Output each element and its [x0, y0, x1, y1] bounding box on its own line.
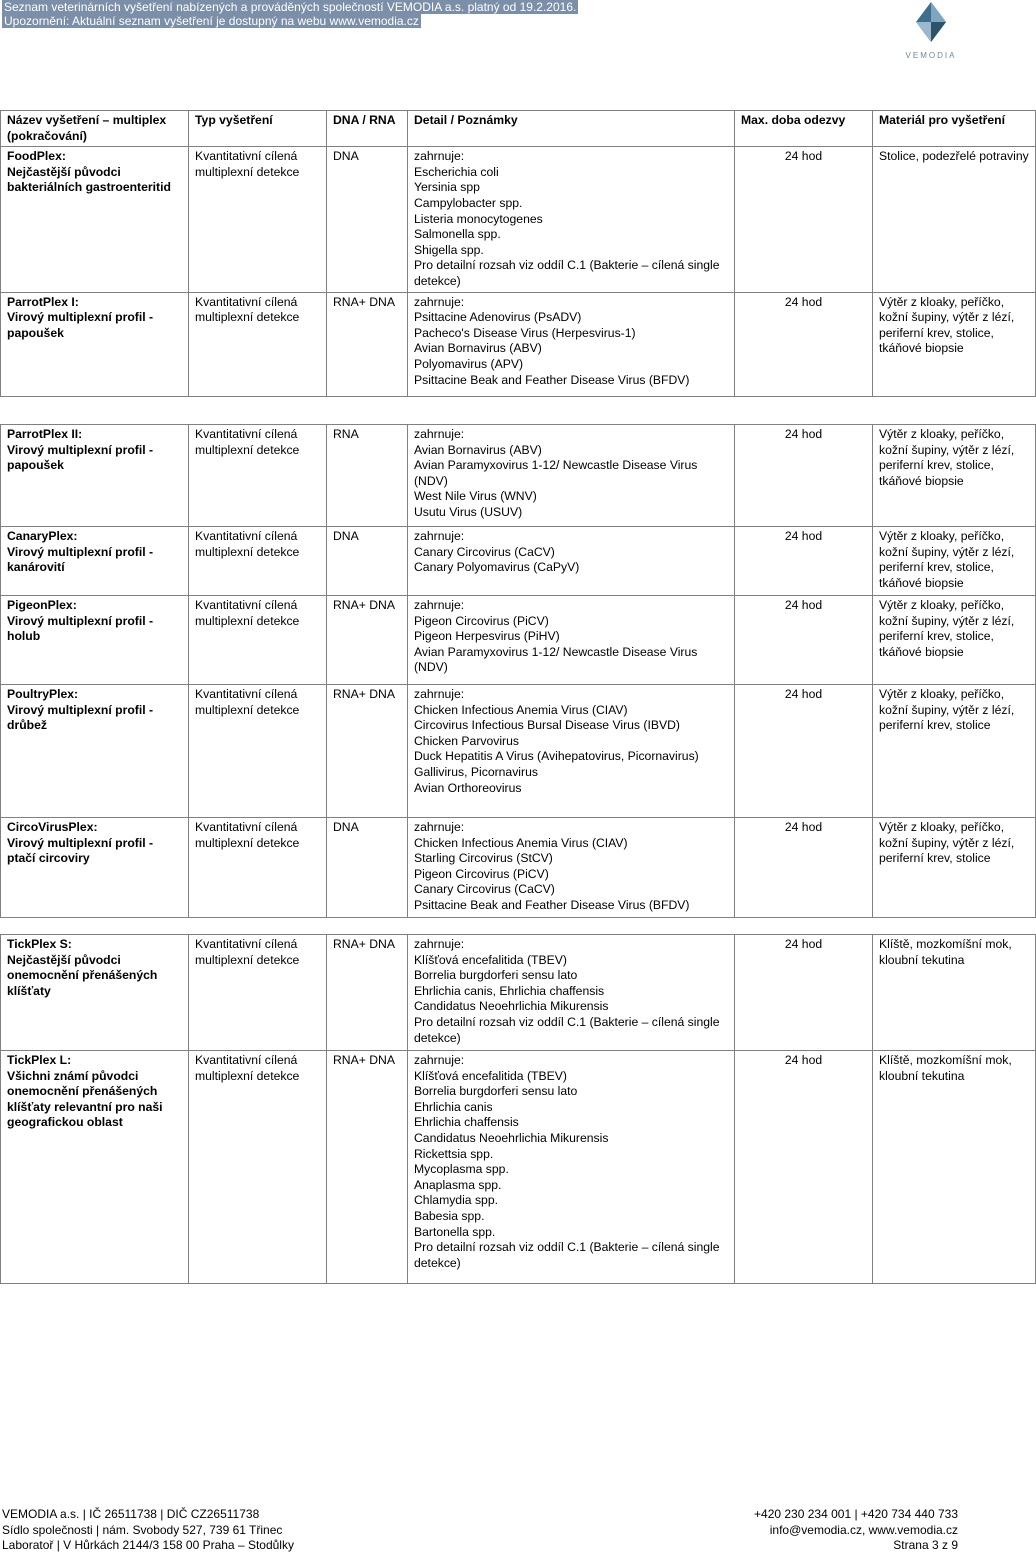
footer-page-number: Strana 3 z 9	[893, 1538, 958, 1553]
exam-code: CanaryPlex:	[7, 529, 78, 543]
exam-table-1	[0, 110, 1036, 397]
dna-rna-cell: DNA	[327, 818, 408, 918]
exam-description: Všichni známí původci onemocnění přenášených klíšťaty relevantní pro naši geografickou oblast	[7, 1068, 163, 1130]
exam-type-cell: Kvantitativní cílená multiplexní detekce	[189, 527, 327, 596]
exam-table-2	[0, 424, 1036, 918]
detail-item: Avian Paramyxovirus 1-12/ Newcastle Disease Virus (NDV)	[414, 458, 698, 488]
exam-type-cell: Kvantitativní cílená multiplexní detekce	[189, 685, 327, 818]
detail-item: Chicken Infectious Anemia Virus (CIAV)	[414, 702, 628, 717]
detail-item: zahrnuje:	[414, 529, 465, 543]
detail-item: Pigeon Circovirus (PiCV)	[414, 613, 549, 628]
detail-cell	[408, 1051, 735, 1284]
detail-item: zahrnuje:	[414, 820, 465, 834]
detail-item: Pigeon Circovirus (PiCV)	[414, 866, 549, 881]
material-cell: Výtěr z kloaky, peříčko, kožní šupiny, výtěr z lézí, periferní krev, stolice, tkáňové biopsie	[873, 527, 1036, 596]
detail-item: Starling Circovirus (StCV)	[414, 851, 553, 866]
material-cell: Výtěr z kloaky, peříčko, kožní šupiny, výtěr z lézí, periferní krev, stolice, tkáňové biopsie	[873, 292, 1036, 396]
response-time-cell: 24 hod	[735, 425, 873, 527]
detail-item: zahrnuje:	[414, 149, 465, 164]
detail-item: Chicken Infectious Anemia Virus (CIAV)	[414, 835, 628, 850]
detail-cell	[408, 818, 735, 918]
detail-item: Pro detailní rozsah viz oddíl C.1 (Bakterie – cílená single detekce)	[414, 1014, 720, 1045]
col-material-header: Materiál pro vyšetření	[873, 111, 1036, 147]
col-type-header: Typ vyšetření	[189, 111, 327, 147]
exam-name-cell	[1, 292, 189, 396]
detail-item: zahrnuje:	[414, 294, 465, 309]
material-cell: Výtěr z kloaky, peříčko, kožní šupiny, výtěr z lézí, periferní krev, stolice, tkáňové biopsie	[873, 596, 1036, 685]
detail-cell	[408, 527, 735, 596]
dna-rna-cell: RNA+ DNA	[327, 1051, 408, 1284]
detail-item: Anaplasma spp.	[414, 1177, 502, 1192]
dna-rna-cell: DNA	[327, 527, 408, 596]
response-time-cell: 24 hod	[735, 596, 873, 685]
detail-item: Campylobacter spp.	[414, 195, 523, 210]
exam-type-cell: Kvantitativní cílená multiplexní detekce	[189, 1051, 327, 1284]
response-time-cell: 24 hod	[735, 292, 873, 396]
exam-description: Virový multiplexní profil - papoušek	[7, 442, 154, 473]
detail-item: Avian Orthoreovirus	[414, 780, 522, 795]
detail-cell	[408, 425, 735, 527]
exam-name-cell	[1, 1051, 189, 1284]
detail-item: West Nile Virus (WNV)	[414, 489, 537, 504]
dna-rna-cell: RNA+ DNA	[327, 292, 408, 396]
exam-description: Virový multiplexní profil - holub	[7, 613, 154, 644]
detail-item: Candidatus Neoehrlichia Mikurensis	[414, 999, 609, 1014]
detail-item: Listeria monocytogenes	[414, 211, 543, 226]
detail-item: Pigeon Herpesvirus (PiHV)	[414, 629, 560, 644]
footer-address: Sídlo společnosti | nám. Svobody 527, 739 61 Třinec	[2, 1522, 283, 1537]
exam-type-cell: Kvantitativní cílená multiplexní detekce	[189, 596, 327, 685]
detail-cell	[408, 147, 735, 292]
table-row	[1, 147, 1036, 292]
response-time-cell: 24 hod	[735, 147, 873, 292]
detail-item: Shigella spp.	[414, 242, 484, 257]
table-row	[1, 292, 1036, 396]
table-header-row	[1, 111, 1036, 147]
detail-item: Avian Bornavirus (ABV)	[414, 341, 542, 356]
detail-item: Psittacine Adenovirus (PsADV)	[414, 310, 582, 325]
detail-item: Canary Circovirus (CaCV)	[414, 882, 555, 897]
table-row	[1, 935, 1036, 1051]
exam-code: PigeonPlex:	[7, 598, 77, 612]
exam-description: Virový multiplexní profil - drůbež	[7, 702, 154, 733]
detail-item: zahrnuje:	[414, 687, 465, 701]
footer-right	[754, 1507, 958, 1554]
exam-description: Virový multiplexní profil - kanárovití	[7, 544, 154, 575]
detail-item: Circovirus Infectious Bursal Disease Virus (IBVD)	[414, 718, 680, 733]
material-cell: Klíště, mozkomíšní mok, kloubní tekutina	[873, 935, 1036, 1051]
detail-item: Gallivirus, Picornavirus	[414, 764, 538, 779]
footer-phone: +420 230 234 001 | +420 734 440 733	[754, 1507, 958, 1521]
table-row	[1, 425, 1036, 527]
detail-item: Escherichia coli	[414, 164, 499, 179]
exam-table-3	[0, 934, 1036, 1284]
detail-item: Pro detailní rozsah viz oddíl C.1 (Bakterie – cílená single detekce)	[414, 1240, 720, 1270]
detail-item: Klíšťová encefalitida (TBEV)	[414, 1068, 567, 1083]
response-time-cell: 24 hod	[735, 685, 873, 818]
exam-code: CircoVirusPlex:	[7, 820, 98, 834]
detail-item: Usutu Virus (USUV)	[414, 504, 523, 519]
exam-code: TickPlex L:	[7, 1053, 72, 1067]
detail-cell	[408, 596, 735, 685]
header-notice-line2: Upozornění: Aktuální seznam vyšetření je dostupný na webu www.vemodia.cz	[4, 14, 419, 28]
response-time-cell: 24 hod	[735, 527, 873, 596]
exam-code: ParrotPlex I:	[7, 294, 79, 309]
detail-item: Rickettsia spp.	[414, 1146, 494, 1161]
footer-lab: Laboratoř | V Hůrkách 2144/3 158 00 Praha – Stodůlky	[2, 1538, 294, 1553]
table-row	[1, 1051, 1036, 1284]
detail-item: Bartonella spp.	[414, 1224, 496, 1239]
detail-item: Yersinia spp	[414, 180, 480, 195]
detail-item: Mycoplasma spp.	[414, 1162, 509, 1177]
exam-name-cell	[1, 527, 189, 596]
exam-description: Nejčastější původci onemocnění přenášených klíšťaty	[7, 952, 158, 998]
detail-item: Borrelia burgdorferi sensu lato	[414, 968, 578, 983]
exam-name-cell	[1, 818, 189, 918]
detail-item: Ehrlichia chaffensis	[414, 1115, 519, 1130]
footer-contact: info@vemodia.cz, www.vemodia.cz	[769, 1522, 958, 1537]
detail-item: Pacheco's Disease Virus (Herpesvirus-1)	[414, 325, 636, 340]
exam-name-cell	[1, 596, 189, 685]
col-detail-header: Detail / Poznámky	[408, 111, 735, 147]
exam-type-cell: Kvantitativní cílená multiplexní detekce	[189, 935, 327, 1051]
col-time-header: Max. doba odezvy	[735, 111, 873, 147]
detail-item: zahrnuje:	[414, 427, 465, 441]
detail-item: Canary Circovirus (CaCV)	[414, 544, 555, 559]
detail-item: zahrnuje:	[414, 598, 465, 612]
detail-item: Psittacine Beak and Feather Disease Virus (BFDV)	[414, 372, 690, 387]
material-cell: Stolice, podezřelé potraviny	[873, 147, 1036, 292]
exam-type-cell: Kvantitativní cílená multiplexní detekce	[189, 818, 327, 918]
response-time-cell: 24 hod	[735, 1051, 873, 1284]
table-row	[1, 527, 1036, 596]
exam-name-cell	[1, 935, 189, 1051]
detail-item: Avian Bornavirus (ABV)	[414, 442, 542, 457]
exam-description: Nejčastější původci bakteriálních gastroenteritid	[7, 164, 171, 195]
table-row	[1, 596, 1036, 685]
dna-rna-cell: RNA+ DNA	[327, 935, 408, 1051]
detail-item: Psittacine Beak and Feather Disease Virus (BFDV)	[414, 897, 690, 912]
response-time-cell: 24 hod	[735, 935, 873, 1051]
table-row	[1, 818, 1036, 918]
detail-cell	[408, 292, 735, 396]
detail-item: Borrelia burgdorferi sensu lato	[414, 1084, 578, 1099]
footer-left	[2, 1507, 294, 1554]
exam-type-cell: Kvantitativní cílená multiplexní detekce	[189, 425, 327, 527]
material-cell: Výtěr z kloaky, peříčko, kožní šupiny, výtěr z lézí, periferní krev, stolice	[873, 818, 1036, 918]
exam-name-cell	[1, 147, 189, 292]
response-time-cell: 24 hod	[735, 818, 873, 918]
exam-code: FoodPlex:	[7, 149, 66, 164]
detail-item: Canary Polyomavirus (CaPyV)	[414, 560, 580, 575]
exam-type-cell: Kvantitativní cílená multiplexní detekce	[189, 292, 327, 396]
detail-item: Chicken Parvovirus	[414, 733, 519, 748]
detail-item: Pro detailní rozsah viz oddíl C.1 (Bakterie – cílená single detekce)	[414, 258, 720, 288]
logo-text: VEMODIA	[905, 51, 957, 60]
exam-code: ParrotPlex II:	[7, 427, 83, 441]
detail-item: Chlamydia spp.	[414, 1193, 498, 1208]
material-cell: Klíště, mozkomíšní mok, kloubní tekutina	[873, 1051, 1036, 1284]
material-cell: Výtěr z kloaky, peříčko, kožní šupiny, výtěr z lézí, periferní krev, stolice, tkáňové biopsie	[873, 425, 1036, 527]
detail-item: Salmonella spp.	[414, 227, 501, 242]
exam-name-cell	[1, 425, 189, 527]
detail-item: Ehrlichia canis	[414, 1099, 493, 1114]
detail-cell	[408, 935, 735, 1051]
detail-item: Avian Paramyxovirus 1-12/ Newcastle Disease Virus (NDV)	[414, 644, 698, 675]
exam-description: Virový multiplexní profil - ptačí circoviry	[7, 835, 154, 866]
detail-item: Duck Hepatitis A Virus (Avihepatovirus, Picornavirus)	[414, 749, 699, 764]
table-row	[1, 685, 1036, 818]
dna-rna-cell: RNA	[327, 425, 408, 527]
detail-item: Babesia spp.	[414, 1208, 485, 1223]
detail-item: Polyomavirus (APV)	[414, 356, 524, 371]
dna-rna-cell: RNA+ DNA	[327, 596, 408, 685]
dna-rna-cell: DNA	[327, 147, 408, 292]
detail-item: Ehrlichia canis, Ehrlichia chaffensis	[414, 983, 605, 998]
footer-company: VEMODIA a.s. | IČ 26511738 | DIČ CZ26511738	[2, 1507, 260, 1521]
detail-item: zahrnuje:	[414, 937, 465, 951]
detail-item: Candidatus Neoehrlichia Mikurensis	[414, 1130, 609, 1145]
header-notice-line1: Seznam veterinárních vyšetření nabízených a prováděných společností VEMODIA a.s. platný od 19.2.2016.	[4, 0, 577, 14]
exam-description: Virový multiplexní profil - papoušek	[7, 310, 154, 340]
col-dna-header: DNA / RNA	[327, 111, 408, 147]
detail-cell	[408, 685, 735, 818]
col-name-header: Název vyšetření – multiplex (pokračování)	[1, 111, 189, 147]
exam-type-cell: Kvantitativní cílená multiplexní detekce	[189, 147, 327, 292]
exam-code: TickPlex S:	[7, 937, 72, 951]
exam-code: PoultryPlex:	[7, 687, 79, 701]
detail-item: zahrnuje:	[414, 1053, 465, 1067]
material-cell: Výtěr z kloaky, peříčko, kožní šupiny, výtěr z lézí, periferní krev, stolice	[873, 685, 1036, 818]
detail-item: Klíšťová encefalitida (TBEV)	[414, 952, 567, 967]
dna-rna-cell: RNA+ DNA	[327, 685, 408, 818]
exam-name-cell	[1, 685, 189, 818]
